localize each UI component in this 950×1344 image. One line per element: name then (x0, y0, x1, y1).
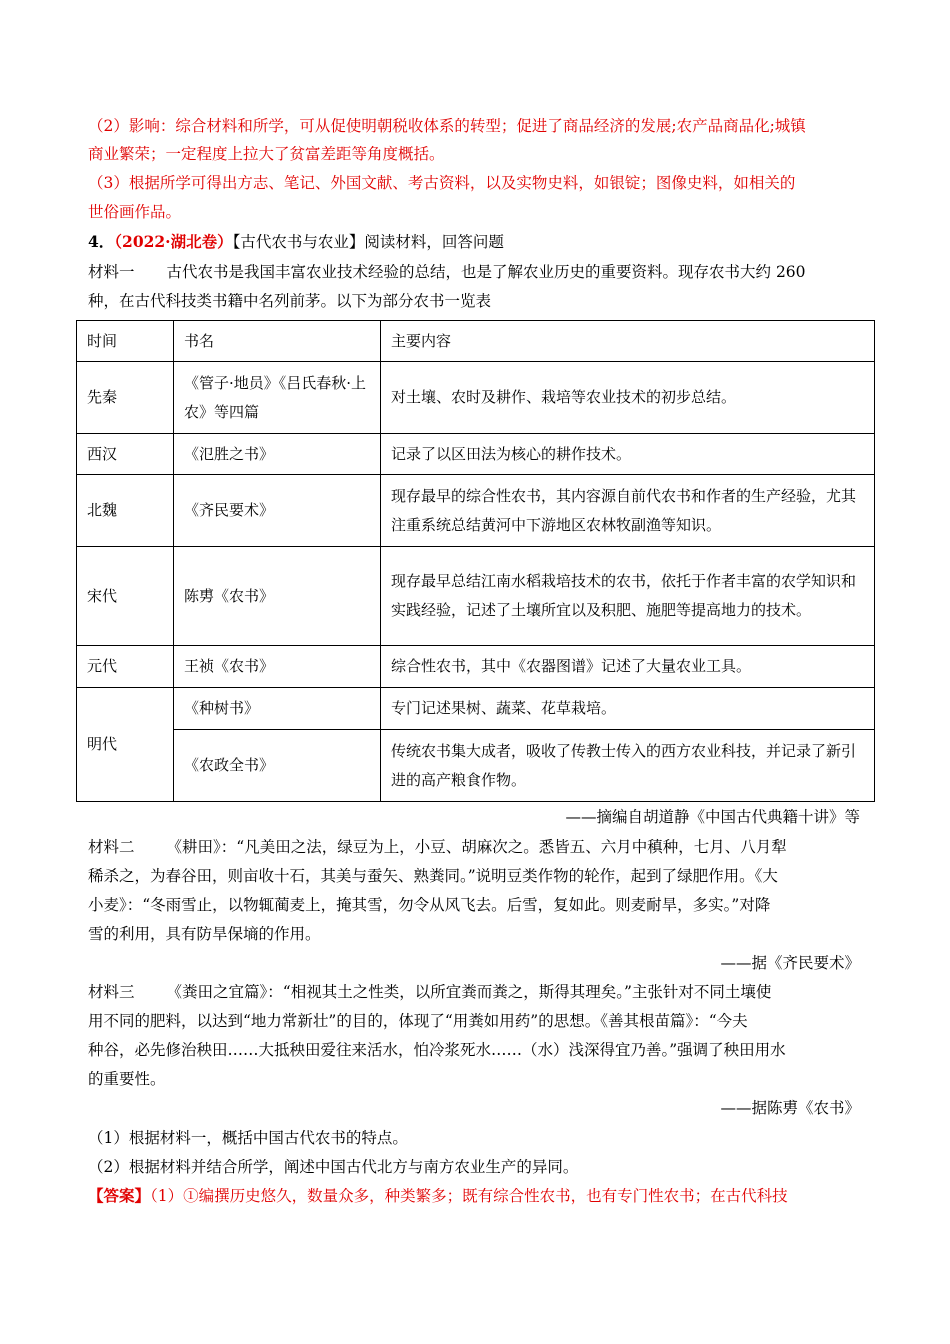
answer-prev-p2-line2: 商业繁荣；一定程度上拉大了贫富差距等角度概括。 (88, 145, 445, 163)
cell-content: 现存最早总结江南水稻栽培技术的农书，依托于作者丰富的农学知识和实践经验，记述了土壤所宜以及积肥、施肥等提高地力的技术。 (381, 547, 875, 646)
header-period: 时间 (77, 321, 174, 362)
cell-book: 《农政全书》 (174, 730, 381, 802)
answer-prev-p3-line2: 世俗画作品。 (88, 203, 182, 221)
cell-book: 陈旉《农书》 (174, 547, 381, 646)
answer-prev-p3-line1: （3）根据所学可得出方志、笔记、外国文献、考古资料，以及实物史料，如银锭；图像史料，如相关的 (88, 174, 796, 192)
material1-source: ——摘编自胡道静《中国古代典籍十讲》等 (565, 808, 860, 826)
question-topic: 【古代农书与农业】 (232, 233, 365, 251)
cell-content: 记录了以区田法为核心的耕作技术。 (381, 434, 875, 475)
table-header-row (77, 321, 875, 362)
answer-prev-p2-line1: （2）影响：综合材料和所学，可从促使明朝税收体系的转型；促进了商品经济的发展;农产品商品化;城镇 (88, 117, 806, 135)
table-row (77, 547, 875, 646)
agricultural-books-table (76, 320, 875, 802)
material2-line1 (88, 833, 868, 861)
cell-period: 西汉 (77, 434, 174, 475)
table-row (77, 362, 875, 434)
table-row (77, 475, 875, 547)
cell-period: 元代 (77, 646, 174, 688)
material3-label: 材料三 (88, 983, 135, 1001)
cell-period: 先秦 (77, 362, 174, 434)
cell-book: 《种树书》 (174, 688, 381, 730)
table-row (77, 434, 875, 475)
question-prompt: 阅读材料，回答问题 (364, 233, 504, 251)
cell-book: 王祯《农书》 (174, 646, 381, 688)
material2-line4: 雪的利用，具有防旱保墒的作用。 (88, 925, 321, 943)
question4-heading (88, 228, 868, 256)
answer-text: （1）①编撰历史悠久，数量众多，种类繁多；既有综合性农书，也有专门性农书；在古代科技 (150, 1187, 788, 1205)
material2-label: 材料二 (88, 838, 135, 856)
sub-question-2: （2）根据材料并结合所学，阐述中国古代北方与南方农业生产的异同。 (88, 1158, 579, 1176)
cell-content: 综合性农书，其中《农器图谱》记述了大量农业工具。 (381, 646, 875, 688)
material1-intro-line2: 种，在古代科技类书籍中名列前茅。以下为部分农书一览表 (88, 292, 492, 310)
material2-line2: 稀杀之，为春谷田，则亩收十石，其美与蚕矢、熟粪同。”说明豆类作物的轮作，起到了绿肥作用。《大 (88, 867, 778, 885)
cell-book: 《管子·地员》《吕氏春秋·上农》等四篇 (174, 362, 381, 434)
header-content: 主要内容 (381, 321, 875, 362)
cell-content: 现存最早的综合性农书，其内容源自前代农书和作者的生产经验，尤其注重系统总结黄河中下游地区农林牧副渔等知识。 (381, 475, 875, 547)
material3-line3: 种谷，必先修治秧田……大抵秧田爱往来活水，怕冷浆死水……（水）浅深得宜乃善。”强调了秧田用水 (88, 1041, 786, 1059)
question-source: （2022·湖北卷） (114, 232, 233, 251)
material2-source: ——据《齐民要术》 (720, 954, 860, 972)
material3-line2: 用不同的肥料，以达到“地力常新壮”的目的，体现了“用粪如用药”的思想。《善其根苗篇》：“今夫 (88, 1012, 748, 1030)
cell-content: 专门记述果树、蔬菜、花草栽培。 (381, 688, 875, 730)
cell-period: 明代 (77, 688, 174, 802)
material3-line1 (88, 978, 868, 1006)
cell-period: 宋代 (77, 547, 174, 646)
answer-label: 【答案】 (88, 1186, 151, 1205)
header-book: 书名 (174, 321, 381, 362)
material1-label: 材料一 (88, 263, 135, 281)
cell-period: 北魏 (77, 475, 174, 547)
material2-line3: 小麦》：“冬雨雪止，以物辄蔺麦上，掩其雪，勿令从风飞去。后雪，复如此。则麦耐旱，多实。”对降 (88, 896, 771, 914)
material1-text-1: 古代农书是我国丰富农业技术经验的总结，也是了解农业历史的重要资料。现存农书大约 260 (166, 263, 806, 281)
cell-book: 《齐民要术》 (174, 475, 381, 547)
cell-content: 传统农书集大成者，吸收了传教士传入的西方农业科技，并记录了新引进的高产粮食作物。 (381, 730, 875, 802)
material3-line4: 的重要性。 (88, 1070, 166, 1088)
table-row (77, 646, 875, 688)
sub-question-1: （1）根据材料一，概括中国古代农书的特点。 (88, 1129, 408, 1147)
table-row (77, 688, 875, 730)
material3-source: ——据陈旉《农书》 (720, 1099, 860, 1117)
material2-text-1: 《耕田》：“凡美田之法，绿豆为上，小豆、胡麻次之。悉皆五、六月中稹种，七月、八月犁 (166, 838, 787, 856)
table-row (77, 730, 875, 802)
question-number: 4． (88, 232, 115, 251)
answer-line (88, 1182, 868, 1210)
cell-book: 《氾胜之书》 (174, 434, 381, 475)
material3-text-1: 《粪田之宜篇》：“相视其土之性类，以所宜粪而粪之，斯得其理矣。”主张针对不同土壤使 (166, 983, 772, 1001)
material1-intro-line1 (88, 258, 868, 286)
cell-content: 对土壤、农时及耕作、栽培等农业技术的初步总结。 (381, 362, 875, 434)
